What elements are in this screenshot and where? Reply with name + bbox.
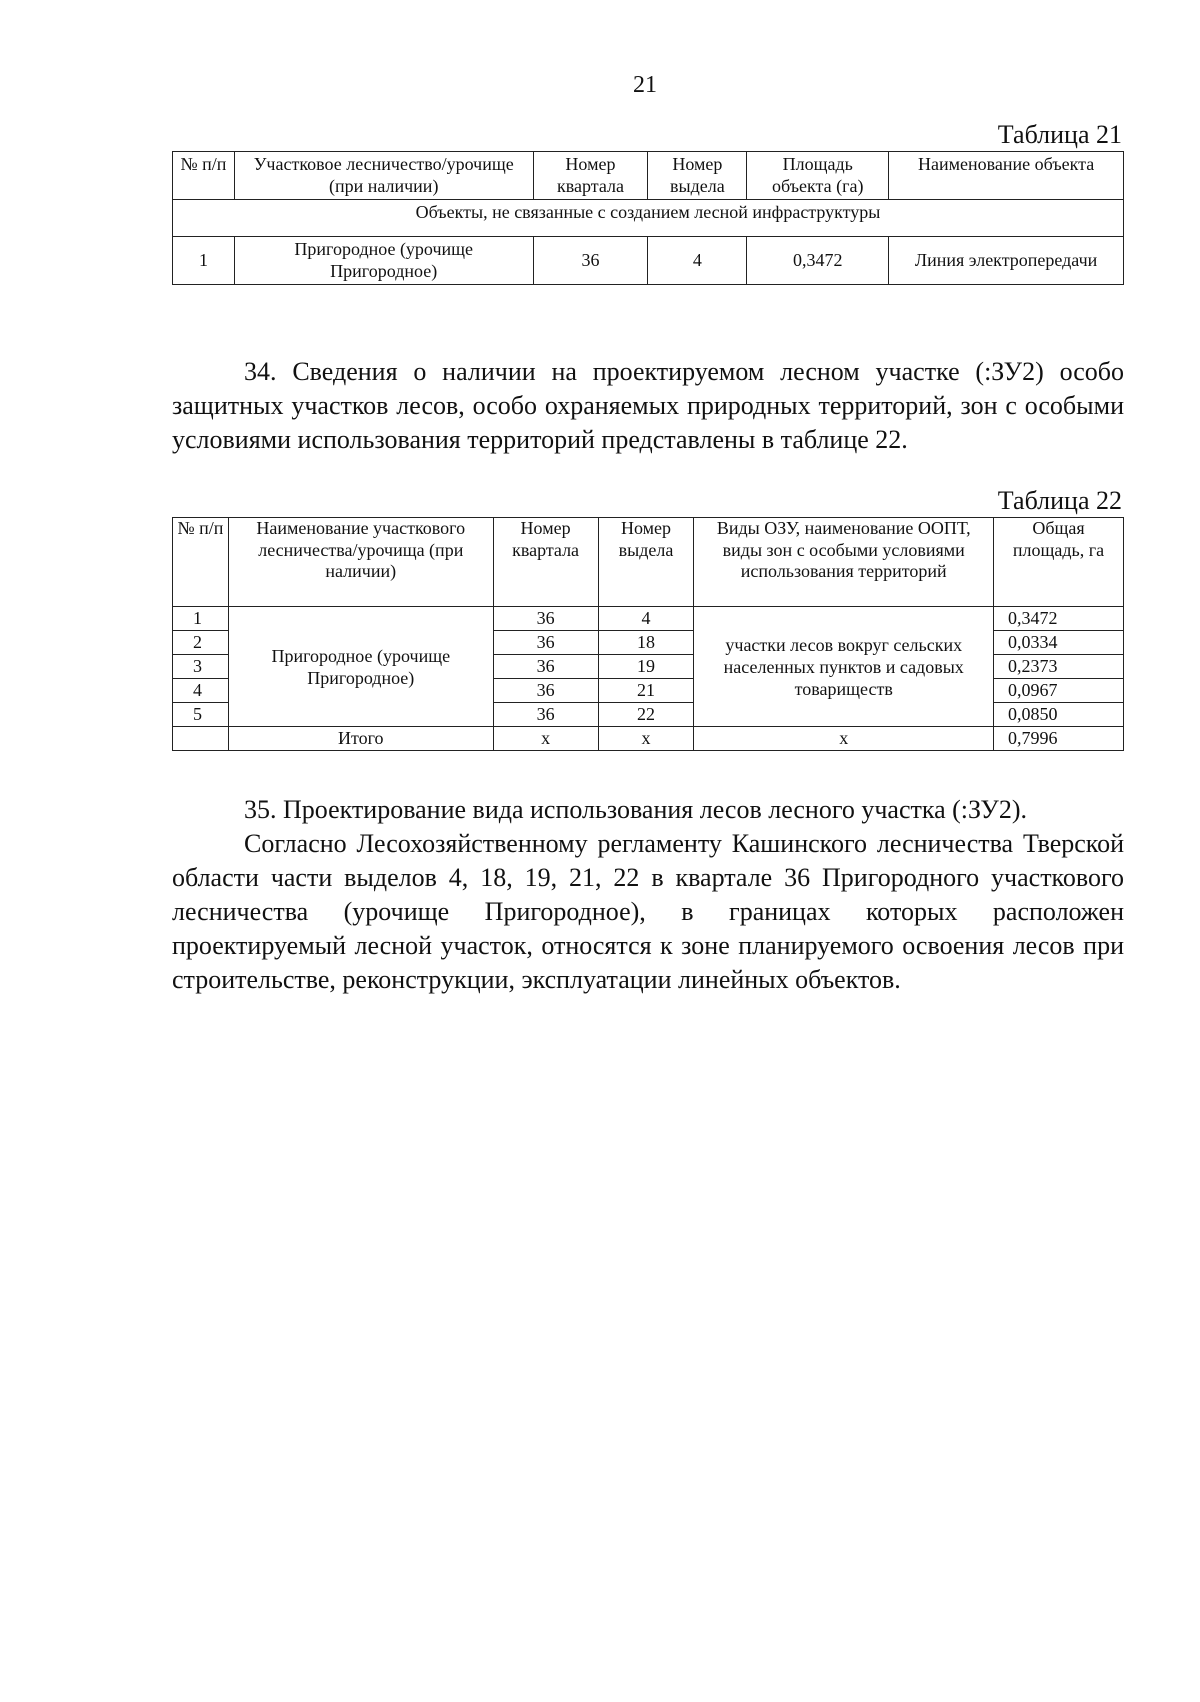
paragraph-35-body <box>172 827 1124 997</box>
header-cell: Участковое лесничество/урочище (при наличии) <box>234 152 533 200</box>
table-21 <box>172 151 1124 285</box>
cell-quarter: 36 <box>533 237 648 285</box>
cell-plot: 18 <box>598 631 694 655</box>
header-cell: Общая площадь, га <box>994 518 1124 607</box>
section-row <box>173 200 1124 237</box>
cell-zone: х <box>694 727 994 751</box>
page-number: 21 <box>633 72 657 98</box>
cell-area: 0,3472 <box>747 237 889 285</box>
cell-area: 0,3472 <box>994 607 1124 631</box>
cell-quarter: 36 <box>493 607 598 631</box>
cell-number: 1 <box>173 607 229 631</box>
header-cell: Виды ОЗУ, наименование ООПТ, виды зон с особыми условиями использования территорий <box>694 518 994 607</box>
paragraph-34-text: 34. Сведения о наличии на проектируемом лесном участке (:ЗУ2) особо защитных участков лесов, особо охраняемых природных территорий, зон с особыми условиями использования территорий представлены в таблице 22. <box>172 357 1124 454</box>
cell-forestry: Пригородное (урочище Пригородное) <box>234 237 533 285</box>
cell-quarter: х <box>493 727 598 751</box>
cell-quarter: 36 <box>493 655 598 679</box>
header-cell: № п/п <box>173 518 229 607</box>
total-row <box>173 727 1124 751</box>
cell-number: 2 <box>173 631 229 655</box>
cell-plot: 4 <box>648 237 747 285</box>
header-cell: Наименование объекта <box>889 152 1124 200</box>
paragraph-35-title-text: 35. Проектирование вида использования лесов лесного участка (:ЗУ2). <box>244 795 1027 824</box>
cell-total-label: Итого <box>228 727 493 751</box>
table-21-caption: Таблица 21 <box>997 120 1122 149</box>
cell-plot: х <box>598 727 694 751</box>
table-22 <box>172 517 1124 751</box>
cell-area: 0,0850 <box>994 703 1124 727</box>
header-cell: Номер квартала <box>533 152 648 200</box>
cell-area: 0,0967 <box>994 679 1124 703</box>
header-cell: Номер выдела <box>598 518 694 607</box>
cell-number: 1 <box>173 237 235 285</box>
header-cell: Номер квартала <box>493 518 598 607</box>
cell-area: 0,2373 <box>994 655 1124 679</box>
cell-quarter: 36 <box>493 679 598 703</box>
cell-area-total: 0,7996 <box>994 727 1124 751</box>
table-22-caption: Таблица 22 <box>997 486 1122 515</box>
paragraph-34 <box>172 355 1124 457</box>
paragraph-35-title <box>172 793 1124 827</box>
cell-area: 0,0334 <box>994 631 1124 655</box>
table-row <box>173 607 1124 631</box>
table-header-row <box>173 152 1124 200</box>
header-cell: № п/п <box>173 152 235 200</box>
cell-number: 5 <box>173 703 229 727</box>
cell-plot: 19 <box>598 655 694 679</box>
cell-number <box>173 727 229 751</box>
cell-plot: 22 <box>598 703 694 727</box>
header-cell: Номер выдела <box>648 152 747 200</box>
paragraph-35-body-text: Согласно Лесохозяйственному регламенту Кашинского лесничества Тверской области части выделов 4, 18, 19, 21, 22 в квартале 36 Пригородного участкового лесничества (урочище Пригородное), в границах которых расположен проектируемый лесной участок, относятся к зоне планируемого освоения лесов при строительстве, реконструкции, эксплуатации линейных объектов. <box>172 829 1124 994</box>
cell-number: 4 <box>173 679 229 703</box>
cell-quarter: 36 <box>493 631 598 655</box>
header-cell: Площадь объекта (га) <box>747 152 889 200</box>
table-row <box>173 237 1124 285</box>
section-cell: Объекты, не связанные с созданием лесной инфраструктуры <box>173 200 1124 237</box>
cell-forestry: Пригородное (урочище Пригородное) <box>228 607 493 727</box>
cell-zone: участки лесов вокруг сельских населенных пунктов и садовых товариществ <box>694 607 994 727</box>
cell-plot: 21 <box>598 679 694 703</box>
cell-number: 3 <box>173 655 229 679</box>
header-cell: Наименование участкового лесничества/урочища (при наличии) <box>228 518 493 607</box>
cell-quarter: 36 <box>493 703 598 727</box>
cell-plot: 4 <box>598 607 694 631</box>
table-header-row <box>173 518 1124 607</box>
cell-object-name: Линия электропередачи <box>889 237 1124 285</box>
